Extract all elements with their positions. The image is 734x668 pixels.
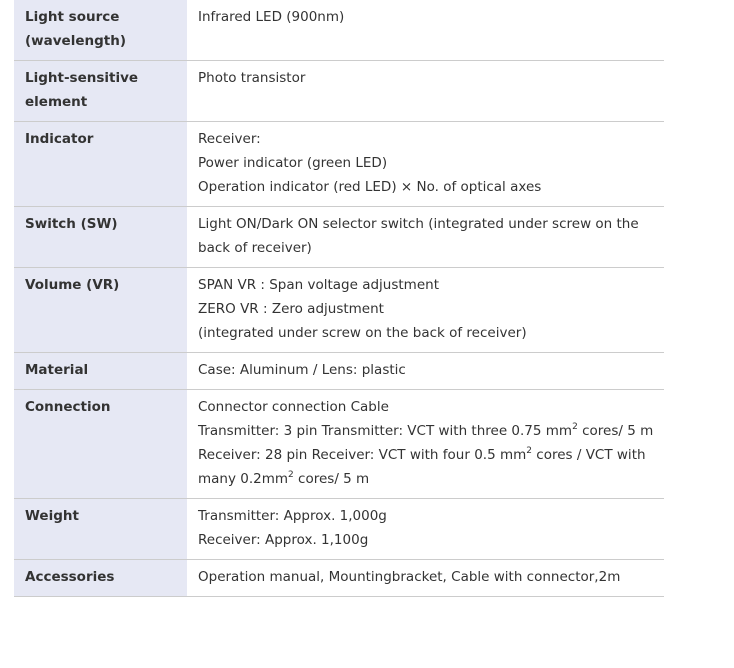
superscript: 2 [572,422,578,432]
spec-row-switch [14,207,664,268]
spec-value-line: Operation manual, Mountingbracket, Cable with connector,2m [198,569,621,585]
spec-text: Receiver: 28 pin Receiver: VCT with four 0.5 mm [198,447,527,463]
spec-value-line: Case: Aluminum / Lens: plastic [198,362,406,378]
spec-value-line: ZERO VR : Zero adjustment [198,301,384,317]
spec-value [187,560,664,597]
spec-label: Light-sensitive element [14,61,187,122]
spec-table [14,0,664,597]
spec-value-line: Infrared LED (900nm) [198,9,345,25]
spec-value [187,0,664,61]
spec-label: Volume (VR) [14,268,187,353]
spec-value [187,499,664,560]
spec-value-line: Transmitter: Approx. 1,000g [198,508,387,524]
spec-label: Accessories [14,560,187,597]
spec-value-line: SPAN VR : Span voltage adjustment [198,277,439,293]
spec-label: Connection [14,390,187,499]
spec-value-line: Light ON/Dark ON selector switch (integrated under screw on the back of receiver) [198,216,639,256]
spec-value-line: Photo transistor [198,70,306,86]
spec-value-line: (integrated under screw on the back of receiver) [198,325,527,341]
spec-row-weight [14,499,664,560]
spec-label: Switch (SW) [14,207,187,268]
spec-value [187,122,664,207]
spec-text: cores/ 5 m [293,471,370,487]
spec-row-indicator [14,122,664,207]
spec-value [187,268,664,353]
spec-label: Material [14,353,187,390]
spec-label: Light source (wavelength) [14,0,187,61]
spec-text: cores / VCT with many 0.2mm [198,447,646,487]
superscript: 2 [288,470,294,480]
superscript: 2 [526,446,532,456]
spec-value-line [198,443,654,491]
spec-label: Indicator [14,122,187,207]
spec-value-line: Operation indicator (red LED) × No. of optical axes [198,179,542,195]
spec-value-line: Power indicator (green LED) [198,155,388,171]
spec-value-line [198,419,654,443]
spec-row-volume [14,268,664,353]
spec-value-line: Receiver: [198,131,261,147]
spec-value [187,390,664,499]
spec-row-material [14,353,664,390]
spec-row-connection [14,390,664,499]
spec-value [187,207,664,268]
spec-label: Weight [14,499,187,560]
spec-value-line: Connector connection Cable [198,399,389,415]
spec-value-line: Receiver: Approx. 1,100g [198,532,369,548]
spec-value [187,353,664,390]
spec-value [187,61,664,122]
spec-text: cores/ 5 m [577,423,654,439]
spec-text: Transmitter: 3 pin Transmitter: VCT with three 0.75 mm [198,423,573,439]
spec-row-light-source [14,0,664,61]
spec-row-light-sensitive-element [14,61,664,122]
spec-row-accessories [14,560,664,597]
